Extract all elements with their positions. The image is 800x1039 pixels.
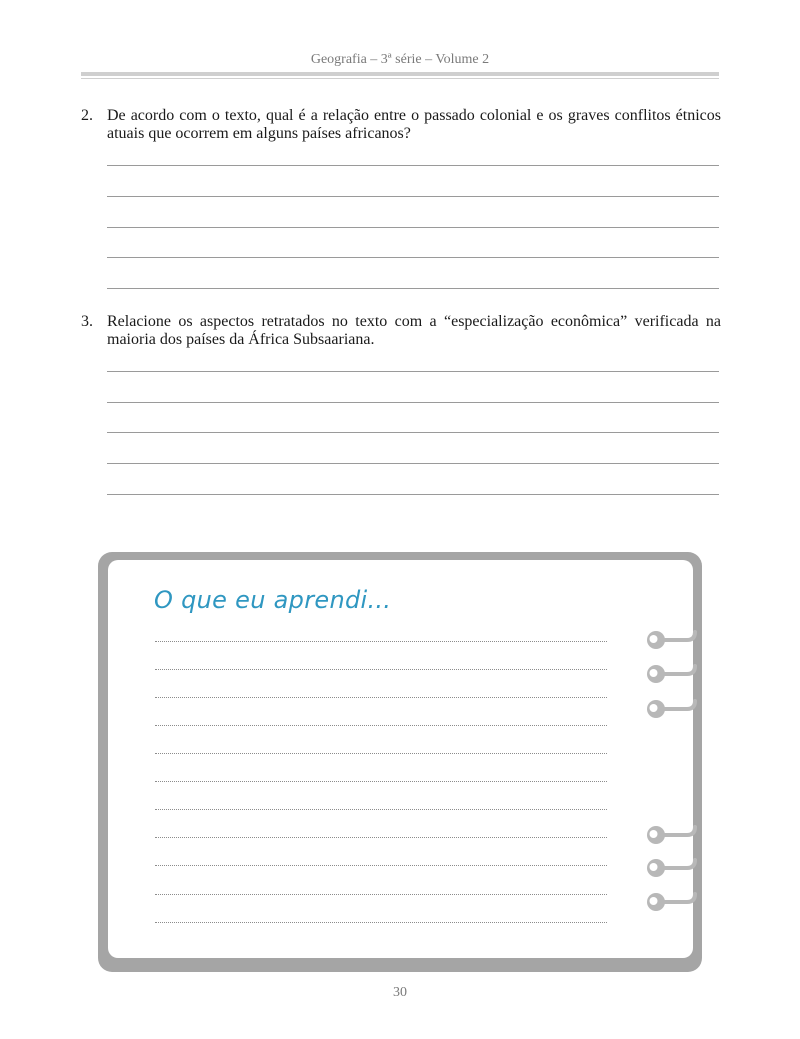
answer-line[interactable]	[107, 432, 719, 433]
question-3	[81, 313, 721, 349]
header-rule	[81, 72, 719, 76]
answer-line[interactable]	[107, 463, 719, 464]
writing-line[interactable]	[155, 894, 607, 895]
binder-ring-icon	[645, 629, 700, 651]
writing-line[interactable]	[155, 809, 607, 810]
question-text: De acordo com o texto, qual é a relação entre o passado colonial e os graves conflitos étnicos atuais que ocorrem em alguns países africanos?	[107, 107, 721, 142]
answer-line[interactable]	[107, 165, 719, 166]
writing-line[interactable]	[155, 725, 607, 726]
header-rule-thin	[81, 78, 719, 79]
learning-box-title: O que eu aprendi...	[154, 586, 392, 614]
page-header-title: Geografia – 3ª série – Volume 2	[310, 52, 490, 67]
question-number: 2.	[81, 107, 93, 124]
writing-line[interactable]	[155, 641, 607, 642]
question-number: 3.	[81, 313, 93, 330]
writing-line[interactable]	[155, 669, 607, 670]
writing-line[interactable]	[155, 781, 607, 782]
page-number: 30	[393, 985, 407, 1000]
binder-ring-icon	[645, 698, 700, 720]
binder-ring-icon	[645, 891, 700, 913]
binder-ring-icon	[645, 663, 700, 685]
learning-box	[108, 560, 693, 958]
answer-line[interactable]	[107, 257, 719, 258]
answer-line[interactable]	[107, 288, 719, 289]
question-2	[81, 107, 721, 143]
question-text: Relacione os aspectos retratados no texto com a “especialização econômica” verificada na maioria dos países da África Subsaariana.	[107, 313, 721, 348]
answer-line[interactable]	[107, 402, 719, 403]
answer-line[interactable]	[107, 371, 719, 372]
writing-line[interactable]	[155, 922, 607, 923]
answer-line[interactable]	[107, 196, 719, 197]
writing-line[interactable]	[155, 865, 607, 866]
writing-line[interactable]	[155, 837, 607, 838]
binder-ring-icon	[645, 824, 700, 846]
binder-ring-icon	[645, 857, 700, 879]
writing-line[interactable]	[155, 753, 607, 754]
answer-line[interactable]	[107, 494, 719, 495]
writing-line[interactable]	[155, 697, 607, 698]
answer-line[interactable]	[107, 227, 719, 228]
